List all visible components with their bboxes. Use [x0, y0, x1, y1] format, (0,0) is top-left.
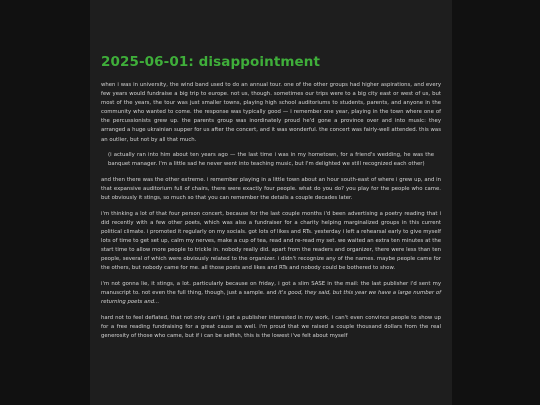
- post-paragraph-5: [101, 280, 441, 307]
- paragraph-5-plain-text: i'm not gonna lie, it stings, a lot. particularly because on friday, i got a slim SASE in the mail: the last publisher i'd sent my manuscript to. not even the full thing, though, just a sample. and: [101, 280, 441, 296]
- post-paragraph-6: hard not to feel deflated, that not only can't i get a publisher interested in my work, i can't even convince people to show up for a free reading fundraising for a great cause as well. i'm proud that we raised a couple thousand dollars from the real generosity of those who came, but if i can be selfish, this is the lowest i've felt about myself: [101, 314, 441, 339]
- post-paragraph-4: i'm thinking a lot of that four person concert, because for the last couple months i'd been advertising a poetry reading that i did recently with a few other poets, which was also a fundraiser for a charity helping marginalized groups in this current political climate. i promoted it regularly on my socials. got lots of likes and RTs. yesterday i left a rehearsal early to give myself lots of time to get set up, calm my nerves, make a cup of tea, read and re-read my set. we waited an extra ten minutes at the start time to allow more people to trickle in. nobody really did. apart from the readers and organizer, there were less than ten people, several of which were obviously related to the organizer. i didn't recognize any of the names. maybe people came for the others, but nobody came for me. all those posts and likes and RTs and nobody could be bothered to show.: [101, 210, 441, 272]
- post-title: 2025-06-01: disappointment: [101, 54, 321, 70]
- post-paragraph-1: when i was in university, the wind band used to do an annual tour. one of the other groups had higher aspirations, and every few years would fundraise a big trip to europe. not us, though. sometimes our trips were to a big city east or west of us, but most of the years, the tour was just smaller towns, playing high school auditoriums to students, parents, and anyone in the community who wanted to come. the response was typically good — i remember one year, playing in the town where one of the percussionists grew up. the parents group was inordinately proud he'd gone a province over and into music: they arranged a huge ukrainian supper for us after the concert, and it was wonderful. the concert was fairly-well attended. this was an outlier, but not by all that much.: [101, 82, 441, 143]
- blog-post: [90, 0, 452, 405]
- post-paragraph-aside: (i actually ran into him about ten years ago — the last time i was in my hometown, for a friend's wedding, he was the banquet manager. I'm a little sad he never went into teaching music, but I'm delighted we still recognized each other): [108, 152, 434, 168]
- post-paragraph-3: and then there was the other extreme. i remember playing in a little town about an hour south-east of where i grew up, and in that expansive auditorium full of chairs, there were exactly four people. what do you do? you play for the people who came. but obviously it stings, so much so that you can remember the details a couple decades later.: [101, 176, 441, 202]
- paragraph-5-italic-quote: it's good, they said, but this year we have a large number of returning poets and...: [101, 289, 441, 305]
